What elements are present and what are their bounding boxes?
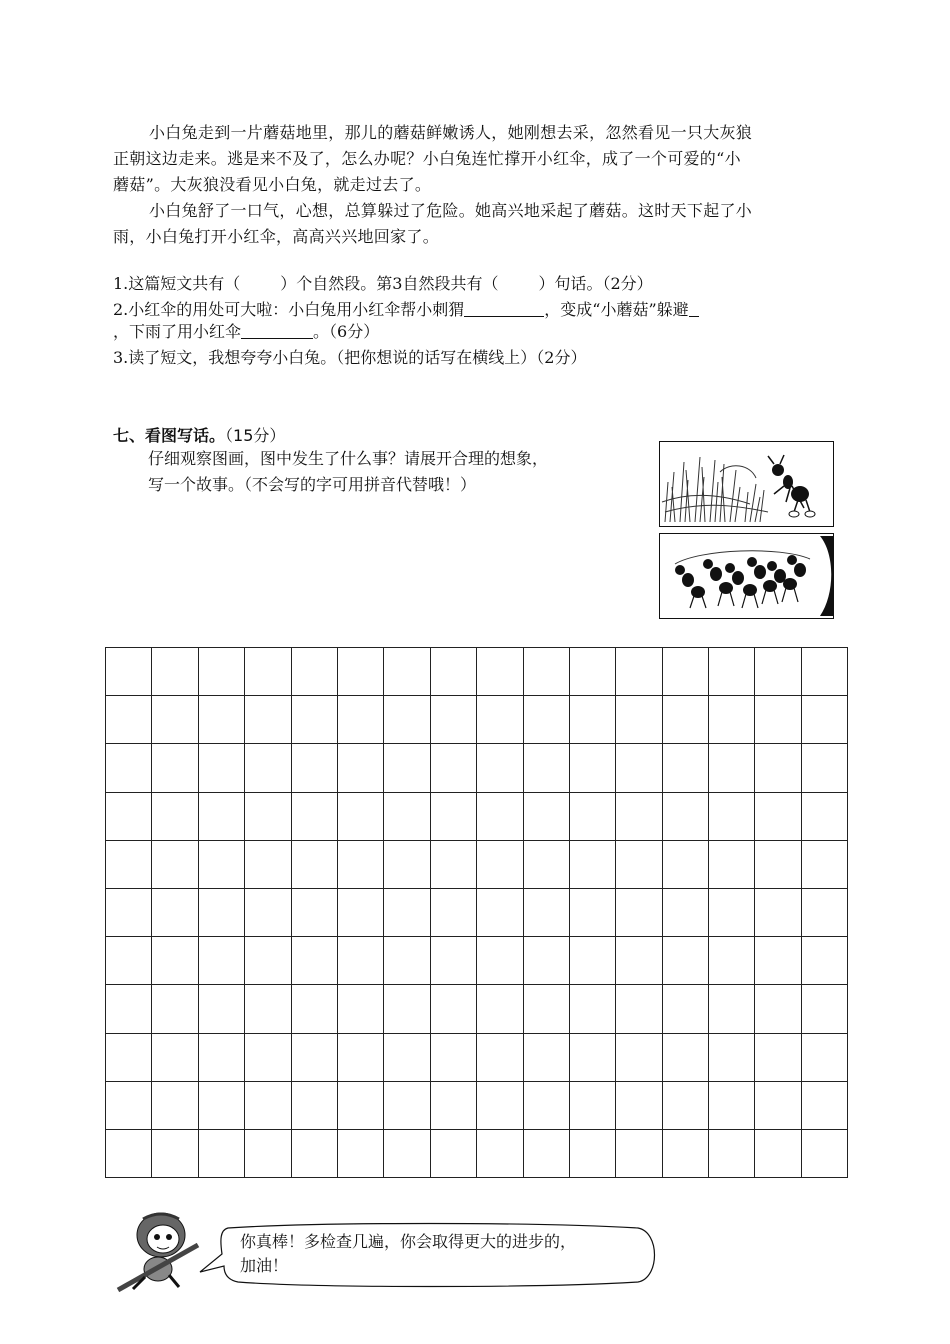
grid-cell[interactable] — [245, 696, 291, 744]
grid-cell[interactable] — [709, 792, 755, 840]
grid-cell[interactable] — [569, 648, 615, 696]
grid-cell[interactable] — [477, 648, 523, 696]
grid-row — [106, 888, 848, 936]
grid-cell[interactable] — [198, 1129, 244, 1177]
grid-cell[interactable] — [477, 696, 523, 744]
grid-row — [106, 1033, 848, 1081]
grid-cell[interactable] — [106, 648, 152, 696]
grid-cell[interactable] — [430, 1033, 476, 1081]
grid-cell[interactable] — [801, 888, 847, 936]
grid-cell[interactable] — [569, 1033, 615, 1081]
grid-cell[interactable] — [384, 937, 430, 985]
grid-cell[interactable] — [430, 985, 476, 1033]
grid-cell[interactable] — [384, 696, 430, 744]
grid-cell[interactable] — [198, 792, 244, 840]
grid-cell[interactable] — [245, 888, 291, 936]
grid-cell[interactable] — [523, 888, 569, 936]
grid-cell[interactable] — [616, 648, 662, 696]
grid-cell[interactable] — [569, 985, 615, 1033]
grid-cell[interactable] — [523, 1033, 569, 1081]
grid-cell[interactable] — [616, 696, 662, 744]
grid-cell[interactable] — [152, 1033, 198, 1081]
grid-cell[interactable] — [337, 937, 383, 985]
grid-cell[interactable] — [430, 744, 476, 792]
section-title: 七、看图写话。（15分） — [113, 426, 286, 445]
grid-cell[interactable] — [337, 792, 383, 840]
grid-cell[interactable] — [662, 1081, 708, 1129]
grid-cell[interactable] — [662, 840, 708, 888]
grid-cell[interactable] — [755, 648, 801, 696]
grid-cell[interactable] — [477, 792, 523, 840]
grid-cell[interactable] — [755, 840, 801, 888]
grid-cell[interactable] — [801, 1081, 847, 1129]
grid-cell[interactable] — [523, 840, 569, 888]
grid-cell[interactable] — [384, 985, 430, 1033]
grid-cell[interactable] — [662, 744, 708, 792]
encouragement-text: 你真棒！多检查几遍，你会取得更大的进步的， 加油！ — [240, 1232, 577, 1275]
grid-row — [106, 985, 848, 1033]
grid-cell[interactable] — [198, 744, 244, 792]
grid-cell[interactable] — [152, 648, 198, 696]
grid-cell[interactable] — [523, 985, 569, 1033]
grid-cell[interactable] — [616, 985, 662, 1033]
question-2: 2.小红伞的用处可大啦：小白兔用小红伞帮小刺猬 ，变成“小蘑菇”躲避 ，下雨了用小红伞 。（6分） — [113, 299, 843, 343]
grid-cell[interactable] — [430, 792, 476, 840]
grid-cell[interactable] — [801, 792, 847, 840]
grid-cell[interactable] — [801, 1129, 847, 1177]
grid-cell[interactable] — [755, 937, 801, 985]
grid-cell[interactable] — [523, 696, 569, 744]
grid-cell[interactable] — [152, 985, 198, 1033]
grid-cell[interactable] — [801, 696, 847, 744]
grid-cell[interactable] — [662, 1033, 708, 1081]
grid-cell[interactable] — [709, 744, 755, 792]
passage-paragraph-2 — [113, 198, 838, 250]
grid-cell[interactable] — [616, 1033, 662, 1081]
passage-line: 小白兔舒了一口气，心想，总算躲过了危险。她高兴地采起了蘑菇。这时天下起了小 — [149, 201, 753, 220]
grid-cell[interactable] — [291, 792, 337, 840]
grid-cell[interactable] — [523, 648, 569, 696]
grid-cell[interactable] — [662, 985, 708, 1033]
grid-cell[interactable] — [523, 792, 569, 840]
grid-cell[interactable] — [477, 1033, 523, 1081]
grid-cell[interactable] — [245, 744, 291, 792]
grid-cell[interactable] — [430, 1129, 476, 1177]
picture-ant-grass — [659, 441, 834, 527]
grid-cell[interactable] — [477, 1081, 523, 1129]
grid-cell[interactable] — [801, 840, 847, 888]
grid-cell[interactable] — [384, 744, 430, 792]
grid-cell[interactable] — [709, 985, 755, 1033]
grid-row — [106, 937, 848, 985]
grid-cell[interactable] — [106, 744, 152, 792]
grid-cell[interactable] — [755, 792, 801, 840]
grid-cell[interactable] — [569, 696, 615, 744]
grid-cell[interactable] — [245, 840, 291, 888]
grid-cell[interactable] — [801, 648, 847, 696]
grid-cell[interactable] — [569, 888, 615, 936]
grid-cell[interactable] — [477, 1129, 523, 1177]
grid-cell[interactable] — [569, 1081, 615, 1129]
grid-cell[interactable] — [291, 1129, 337, 1177]
grid-cell[interactable] — [152, 696, 198, 744]
grid-cell[interactable] — [662, 1129, 708, 1177]
passage-line: 蘑菇”。大灰狼没看见小白兔，就走过去了。 — [113, 175, 432, 194]
grid-cell[interactable] — [198, 888, 244, 936]
grid-cell[interactable] — [709, 696, 755, 744]
grid-row — [106, 1081, 848, 1129]
grid-cell[interactable] — [152, 840, 198, 888]
grid-cell[interactable] — [569, 792, 615, 840]
grid-cell[interactable] — [709, 840, 755, 888]
grid-cell[interactable] — [106, 792, 152, 840]
grid-cell[interactable] — [709, 888, 755, 936]
grid-cell[interactable] — [662, 888, 708, 936]
grid-cell[interactable] — [106, 1129, 152, 1177]
grid-cell[interactable] — [198, 696, 244, 744]
passage-line: 正朝这边走来。逃是来不及了，怎么办呢？小白兔连忙撑开小红伞，成了一个可爱的“小 — [113, 149, 741, 168]
grid-cell[interactable] — [430, 648, 476, 696]
grid-cell[interactable] — [616, 888, 662, 936]
grid-cell[interactable] — [523, 937, 569, 985]
grid-cell[interactable] — [198, 1081, 244, 1129]
grid-cell[interactable] — [477, 744, 523, 792]
grid-cell[interactable] — [291, 985, 337, 1033]
grid-cell[interactable] — [337, 1033, 383, 1081]
grid-cell[interactable] — [523, 1081, 569, 1129]
grid-cell[interactable] — [291, 840, 337, 888]
grid-cell[interactable] — [152, 744, 198, 792]
grid-cell[interactable] — [106, 937, 152, 985]
grid-cell[interactable] — [430, 888, 476, 936]
grid-cell[interactable] — [384, 888, 430, 936]
grid-cell[interactable] — [616, 937, 662, 985]
grid-cell[interactable] — [477, 840, 523, 888]
grid-cell[interactable] — [755, 1033, 801, 1081]
answer-blank[interactable] — [689, 300, 699, 317]
grid-cell[interactable] — [430, 1081, 476, 1129]
grid-cell[interactable] — [337, 696, 383, 744]
grid-cell[interactable] — [662, 696, 708, 744]
grid-cell[interactable] — [801, 985, 847, 1033]
grid-cell[interactable] — [106, 1081, 152, 1129]
grid-cell[interactable] — [152, 792, 198, 840]
grid-cell[interactable] — [755, 888, 801, 936]
question-3: 3.读了短文，我想夸夸小白兔。（把你想说的话写在横线上）（2分） — [113, 348, 587, 367]
grid-cell[interactable] — [384, 840, 430, 888]
grid-cell[interactable] — [523, 1129, 569, 1177]
grid-cell[interactable] — [198, 840, 244, 888]
grid-cell[interactable] — [245, 937, 291, 985]
grid-cell[interactable] — [291, 1081, 337, 1129]
grid-cell[interactable] — [569, 840, 615, 888]
grid-cell[interactable] — [755, 1081, 801, 1129]
passage-line: 雨，小白兔打开小红伞，高高兴兴地回家了。 — [113, 227, 440, 246]
grid-cell[interactable] — [755, 744, 801, 792]
grid-cell[interactable] — [337, 1081, 383, 1129]
grid-cell[interactable] — [801, 744, 847, 792]
grid-cell[interactable] — [291, 744, 337, 792]
grid-cell[interactable] — [198, 985, 244, 1033]
grid-cell[interactable] — [384, 648, 430, 696]
grid-cell[interactable] — [755, 1129, 801, 1177]
monkey-mascot-icon — [113, 1205, 203, 1295]
grid-cell[interactable] — [801, 937, 847, 985]
passage-paragraph-1 — [113, 120, 838, 198]
grid-row — [106, 696, 848, 744]
grid-cell[interactable] — [152, 937, 198, 985]
grid-cell[interactable] — [106, 985, 152, 1033]
grid-cell[interactable] — [106, 1033, 152, 1081]
question-1: 1.这篇短文共有（ ）个自然段。第3自然段共有（ ）句话。（2分） — [113, 274, 653, 293]
grid-row — [106, 1129, 848, 1177]
picture-ants-carrying — [659, 533, 834, 619]
grid-cell[interactable] — [616, 1129, 662, 1177]
grid-cell[interactable] — [755, 696, 801, 744]
grid-cell[interactable] — [523, 744, 569, 792]
grid-cell[interactable] — [291, 888, 337, 936]
grid-cell[interactable] — [616, 744, 662, 792]
grid-cell[interactable] — [198, 1033, 244, 1081]
grid-cell[interactable] — [245, 648, 291, 696]
grid-cell[interactable] — [245, 792, 291, 840]
grid-cell[interactable] — [291, 937, 337, 985]
grid-cell[interactable] — [245, 985, 291, 1033]
grid-cell[interactable] — [198, 648, 244, 696]
grid-cell[interactable] — [477, 985, 523, 1033]
grid-row — [106, 840, 848, 888]
grid-cell[interactable] — [245, 1081, 291, 1129]
grid-cell[interactable] — [106, 888, 152, 936]
grid-cell[interactable] — [384, 1129, 430, 1177]
grid-cell[interactable] — [198, 937, 244, 985]
grid-cell[interactable] — [709, 1033, 755, 1081]
grid-cell[interactable] — [569, 1129, 615, 1177]
grid-cell[interactable] — [152, 1081, 198, 1129]
grid-cell[interactable] — [430, 840, 476, 888]
grid-row — [106, 792, 848, 840]
grid-cell[interactable] — [662, 937, 708, 985]
grid-cell[interactable] — [384, 792, 430, 840]
grid-cell[interactable] — [616, 1081, 662, 1129]
grid-cell[interactable] — [477, 888, 523, 936]
grid-cell[interactable] — [755, 985, 801, 1033]
grid-cell[interactable] — [569, 937, 615, 985]
grid-cell[interactable] — [616, 792, 662, 840]
grid-cell[interactable] — [291, 696, 337, 744]
answer-blank[interactable] — [241, 322, 313, 339]
grid-cell[interactable] — [152, 888, 198, 936]
grid-cell[interactable] — [616, 840, 662, 888]
grid-cell[interactable] — [291, 648, 337, 696]
grid-cell[interactable] — [569, 744, 615, 792]
grid-cell[interactable] — [291, 1033, 337, 1081]
writing-grid[interactable] — [105, 647, 848, 1178]
grid-cell[interactable] — [337, 888, 383, 936]
grid-cell[interactable] — [245, 1129, 291, 1177]
grid-cell[interactable] — [662, 792, 708, 840]
section-instruction: 仔细观察图画，图中发生了什么事？请展开合理的想象， 写一个故事。（不会写的字可用拼音代替哦！） — [148, 449, 549, 494]
grid-cell[interactable] — [106, 840, 152, 888]
grid-cell[interactable] — [152, 1129, 198, 1177]
answer-blank[interactable] — [464, 300, 544, 317]
grid-cell[interactable] — [337, 1129, 383, 1177]
grid-cell[interactable] — [384, 1081, 430, 1129]
grid-cell[interactable] — [245, 1033, 291, 1081]
grid-cell[interactable] — [709, 648, 755, 696]
grid-cell[interactable] — [106, 696, 152, 744]
grid-cell[interactable] — [709, 937, 755, 985]
grid-cell[interactable] — [384, 1033, 430, 1081]
grid-cell[interactable] — [709, 1081, 755, 1129]
grid-cell[interactable] — [337, 985, 383, 1033]
grid-cell[interactable] — [477, 937, 523, 985]
grid-cell[interactable] — [709, 1129, 755, 1177]
grid-cell[interactable] — [430, 937, 476, 985]
passage-line: 小白兔走到一片蘑菇地里，那儿的蘑菇鲜嫩诱人，她刚想去采，忽然看见一只大灰狼 — [149, 123, 753, 142]
grid-row — [106, 648, 848, 696]
grid-cell[interactable] — [662, 648, 708, 696]
grid-cell[interactable] — [430, 696, 476, 744]
grid-cell[interactable] — [337, 840, 383, 888]
grid-cell[interactable] — [337, 648, 383, 696]
grid-cell[interactable] — [337, 744, 383, 792]
grid-row — [106, 744, 848, 792]
grid-cell[interactable] — [801, 1033, 847, 1081]
